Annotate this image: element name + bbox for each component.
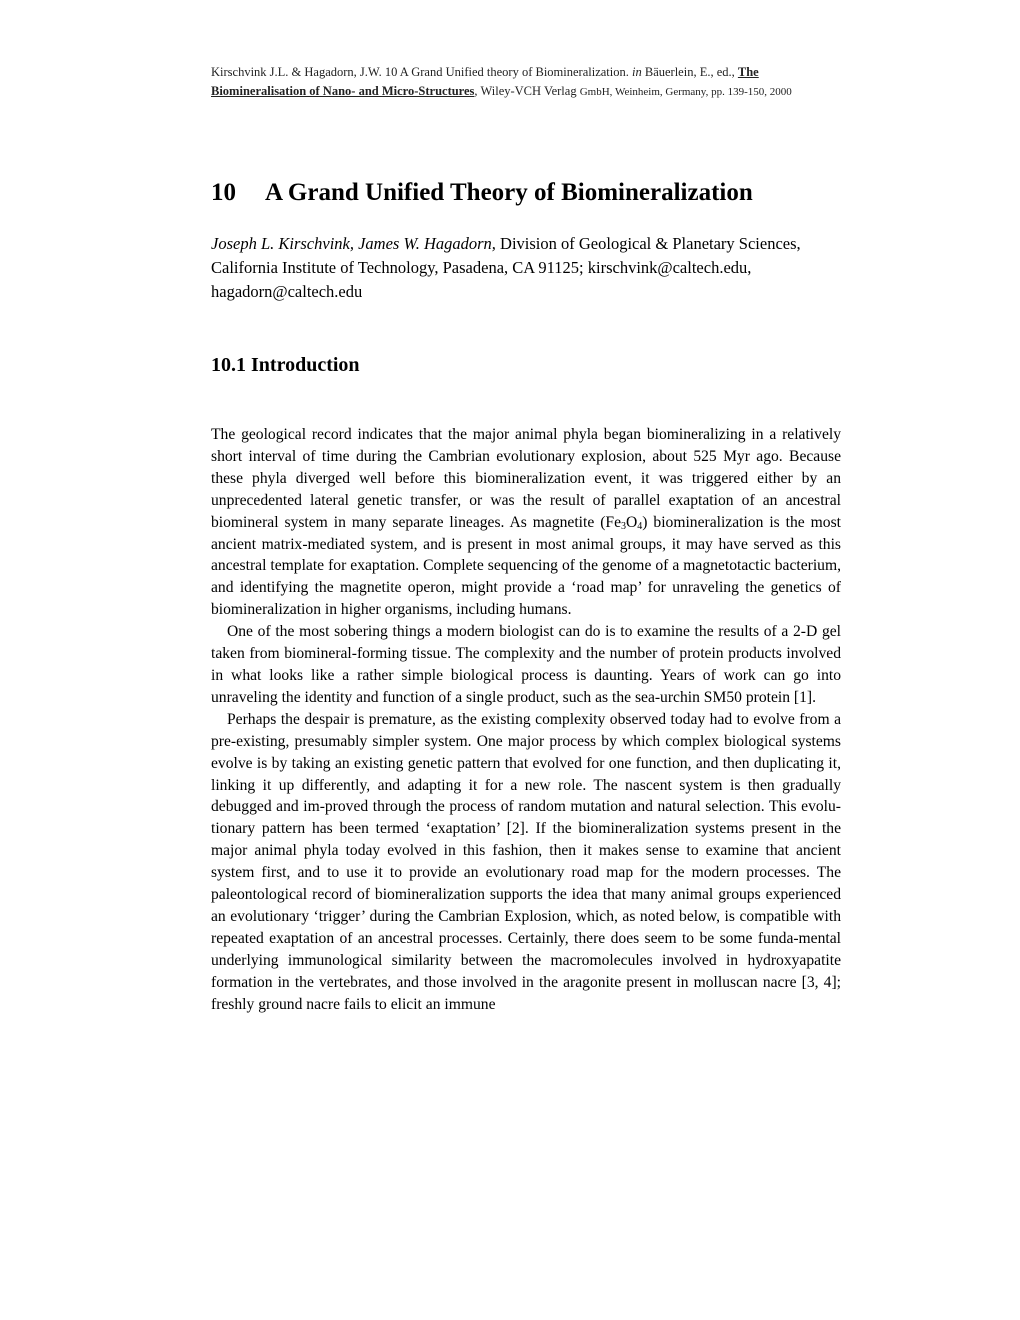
citation-publisher: , Wiley-VCH Verlag xyxy=(474,84,577,98)
author-block xyxy=(211,232,851,304)
subscript-3: 3 xyxy=(621,520,626,532)
author-names: Joseph L. Kirschvink, James W. Hagadorn, xyxy=(211,234,496,253)
paragraph-1-before: The geological record indicates that the major animal phyla began biomineralizing in a relatively short interval of time during the Cambrian evolutionary explosion, about 525 Myr ago. Because these phyla diverged well before this biomineralization event, it was triggered either by an unprecedented lateral genetic transfer, or was the result of parallel exaptation of an ancestral biomineral system in many separate lineages. As magnetite (Fe xyxy=(211,426,841,531)
author-affiliation: Division of Geological & Planetary Sciences, California Institute of Technology, Pasadena, CA 91125; kirschvink@caltech.edu, hagadorn@caltech.edu xyxy=(211,234,801,301)
chapter-title xyxy=(211,175,753,211)
section-heading: 10.1 Introduction xyxy=(211,354,360,376)
paragraph-3: Perhaps the despair is premature, as the existing complexity observed today had to evolve from a pre-existing, presumably simpler system. One major process by which complex biological systems evolve is by taking an existing genetic pattern that evolved for one function, and then duplicating it, linking it up differently, and adapting it for a new role. The nascent system is then gradually debugged and im-proved through the process of random mutation and natural selection. This evolu-tionary pattern has been termed ‘exaptation’ [2]. If the biomineralization systems present in the major animal phyla today evolved in this fashion, then it makes sense to examine that ancient system first, and to use it to provide an evolutionary road map for the modern processes. The paleontological record of biomineralization supports the idea that many animal groups experienced an evolutionary ‘trigger’ during the Cambrian Explosion, which, as noted below, is compatible with repeated exaptation of an ancestral processes. Certainly, there does seem to be some funda-mental underlying immunological similarity between the macromolecules involved in hydroxyapatite formation in the vertebrates, and those involved in the aragonite present in molluscan nacre [3, 4]; freshly ground nacre fails to elicit an immune xyxy=(211,710,841,1013)
paragraph-1 xyxy=(211,424,841,621)
paragraph-1-mid: O xyxy=(626,513,638,531)
body-text xyxy=(211,424,841,1015)
paragraph-2: One of the most sobering things a modern biologist can do is to examine the results of a 2-D gel taken from biomineral-forming tissue. The complexity and the number of protein products involved in what looks like a rather simple biological process is daunting. Years of work can go into unraveling the identity and function of a single product, such as the sea-urchin SM50 protein [1]. xyxy=(211,623,841,706)
chapter-title-text: A Grand Unified Theory of Biomineralization xyxy=(265,179,753,206)
citation-header xyxy=(211,63,851,102)
chapter-number: 10 xyxy=(211,179,236,206)
citation-location: GmbH, Weinheim, Germany, pp. 139-150, 2000 xyxy=(579,86,792,98)
paragraph-1-after: ) biomineralization is the most ancient matrix-mediated system, and is present in most animal groups, it may have served as this ancestral template for exaptation. Complete sequencing of the genome of a magnetotactic bacterium, and identifying the magnetite operon, might provide a ‘road map’ for unraveling the genetics of biomineralization in higher organisms, including humans. xyxy=(211,513,841,619)
citation-book-title: The Biomineralisation of Nano- and Micro-Structures xyxy=(211,65,759,98)
citation-editor: Bäuerlein, E., ed., xyxy=(644,65,735,79)
citation-in: in xyxy=(632,65,642,79)
citation-authors: Kirschvink J.L. & Hagadorn, J.W. 10 A Grand Unified theory of Biomineralization. xyxy=(211,65,629,79)
subscript-4: 4 xyxy=(637,520,643,532)
